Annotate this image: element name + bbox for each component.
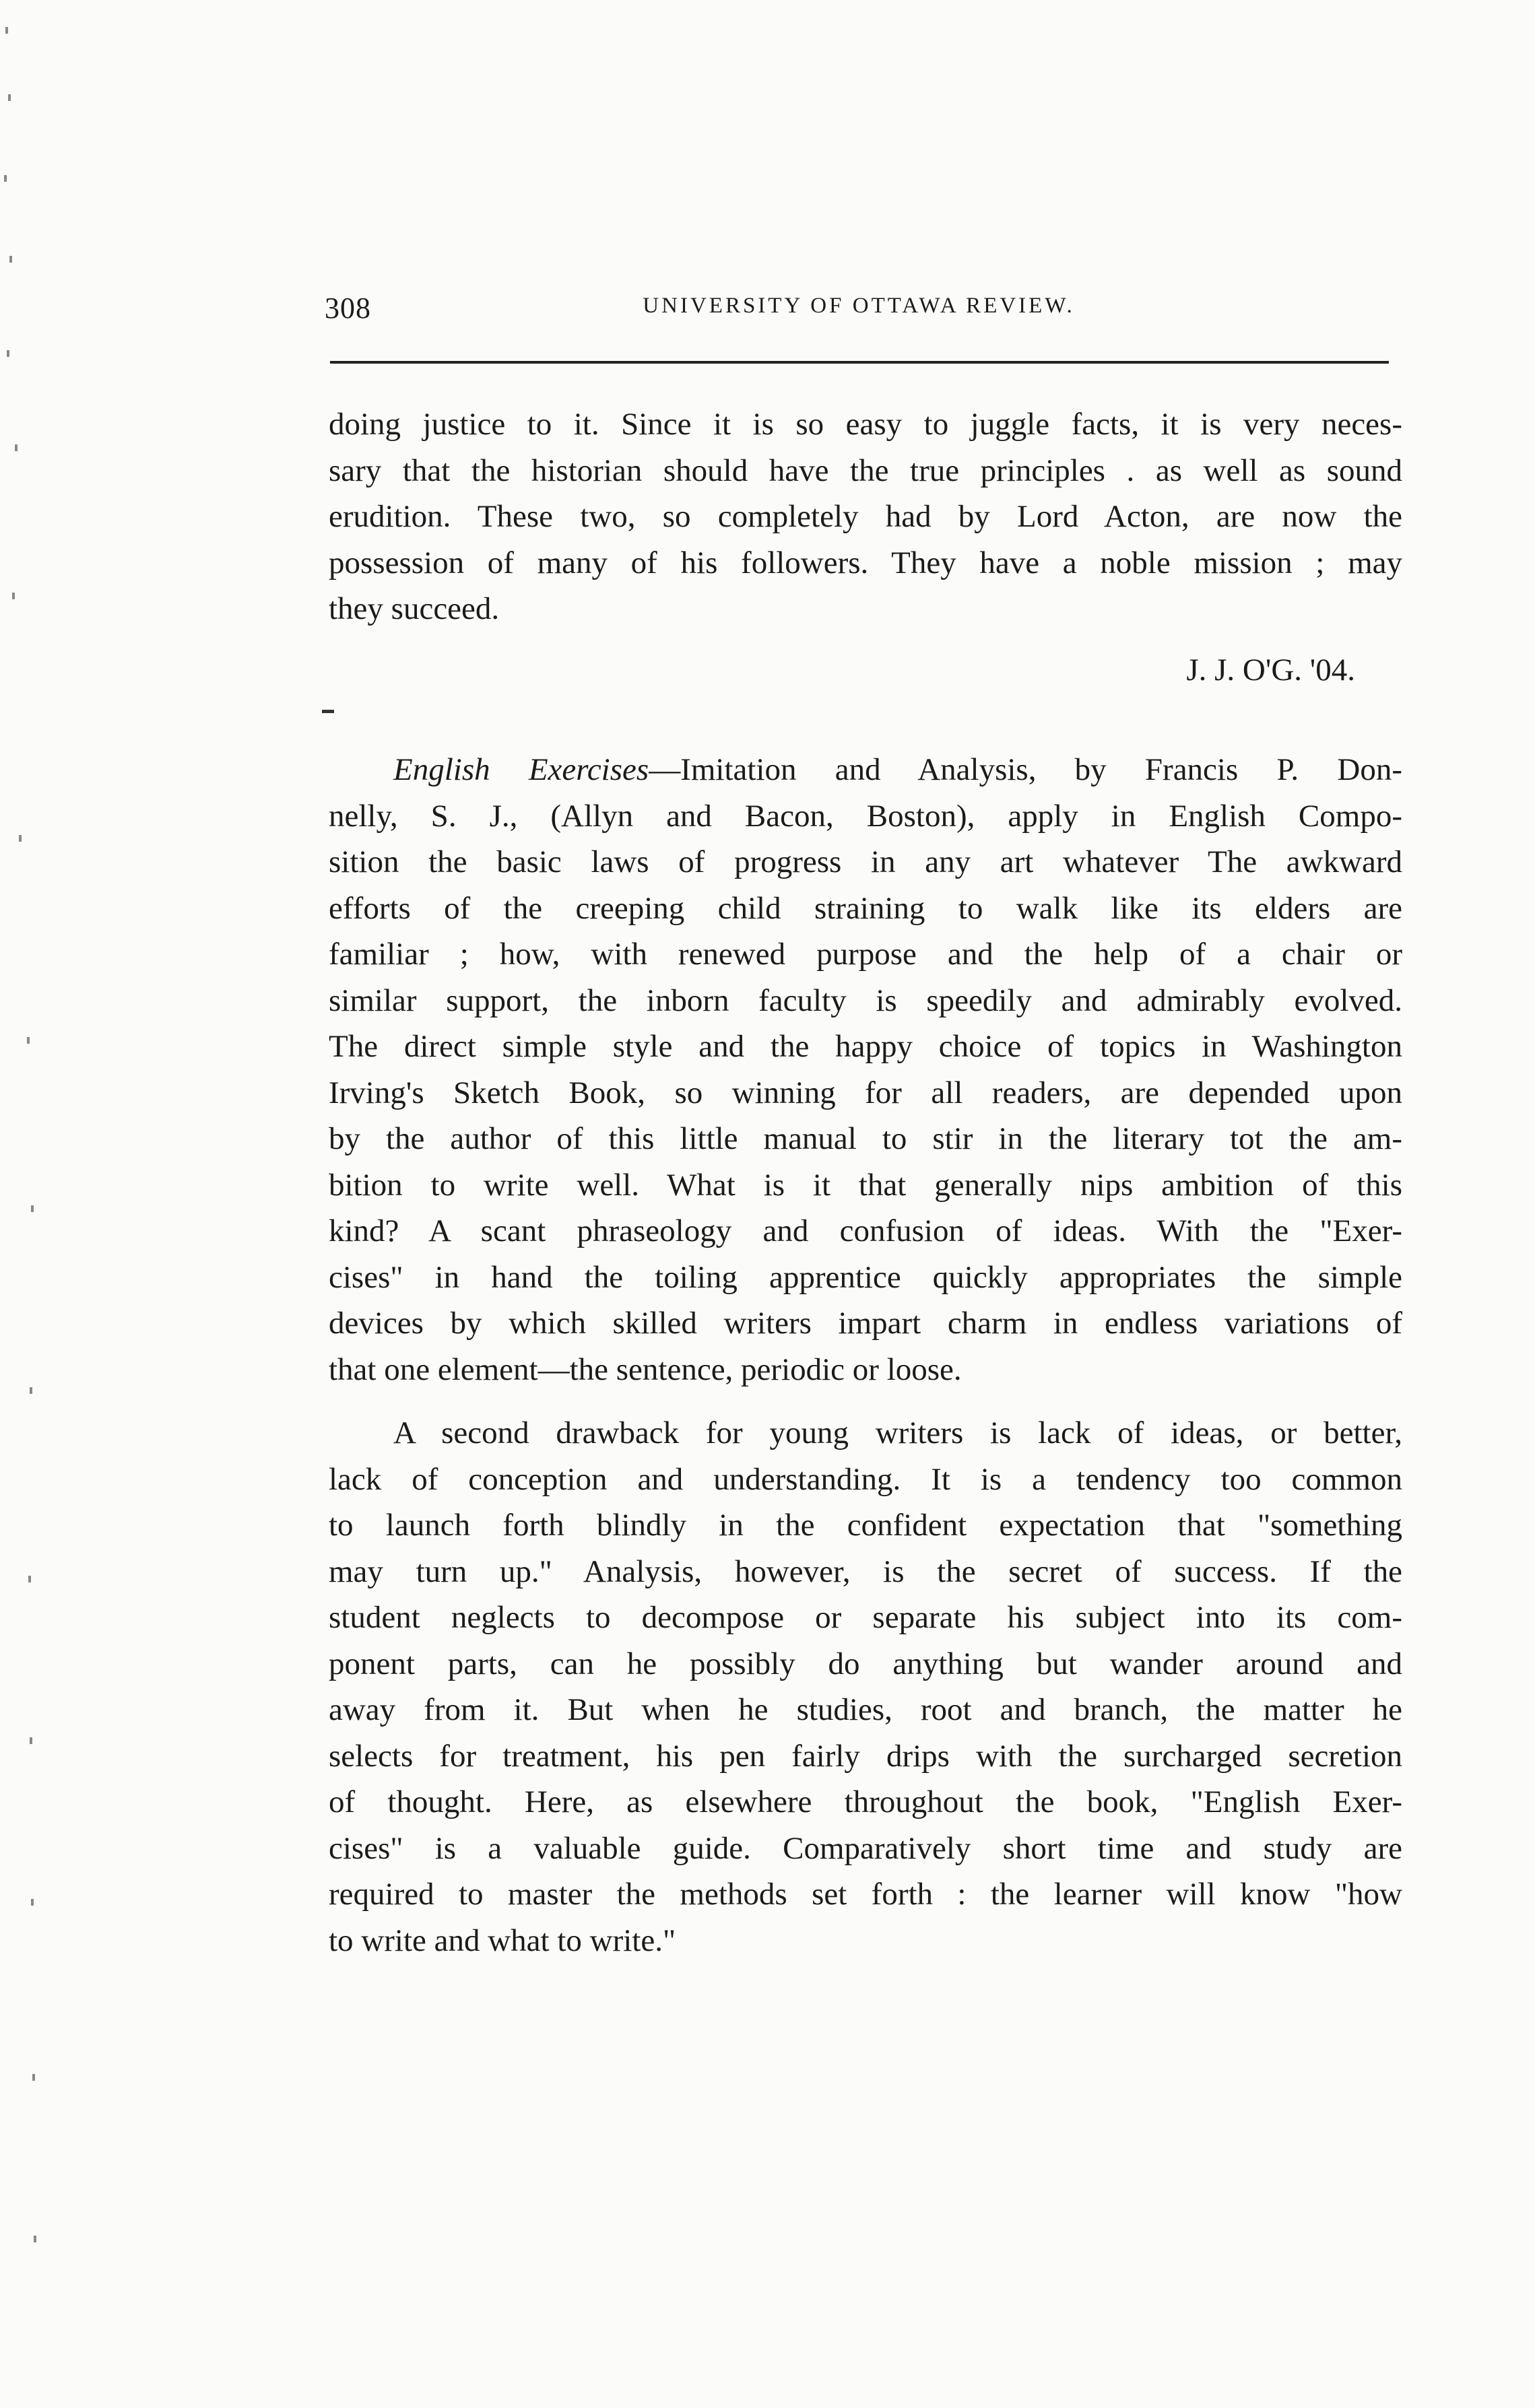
text-line: sition the basic laws of progress in any art whatever The awkward [329, 844, 1402, 879]
book-title: English Exercises [393, 752, 649, 787]
page-header [325, 291, 1393, 331]
text-line: to launch forth blindly in the confident expectation that "something [329, 1508, 1402, 1543]
text-line: A second drawback for young writers is lack of ideas, or better, [393, 1415, 1402, 1450]
paragraph-2 [329, 747, 1402, 1393]
speck [19, 835, 22, 842]
speck [8, 94, 11, 101]
paragraph-3 [329, 1410, 1402, 1964]
margin-specks [0, 0, 54, 2408]
speck [4, 175, 7, 182]
speck [34, 2236, 36, 2242]
text-line: possession of many of his followers. They have a noble mission ; may [329, 545, 1402, 580]
text-line: bition to write well. What is it that generally nips ambition of this [329, 1167, 1402, 1203]
paragraph-1 [329, 401, 1402, 632]
text-line: ponent parts, can he possibly do anything but wander around and [329, 1646, 1402, 1681]
text-line: selects for treatment, his pen fairly drips with the surcharged secretion [329, 1738, 1402, 1774]
speck [30, 1387, 32, 1394]
text-line: lack of conception and understanding. It is a tendency too common [329, 1461, 1402, 1497]
text-fragment: —Imitation and Analysis, by Francis P. Don- [649, 752, 1402, 787]
text-line: nelly, S. J., (Allyn and Bacon, Boston), apply in English Compo- [329, 798, 1402, 834]
text-line [329, 747, 1402, 793]
text-line: to write and what to write." [329, 1922, 676, 1958]
text-line: erudition. These two, so completely had by Lord Acton, are now the [329, 499, 1402, 534]
text-line: familiar ; how, with renewed purpose and the help of a chair or [329, 937, 1402, 972]
speck [5, 27, 8, 34]
speck [9, 256, 12, 263]
speck [12, 593, 15, 599]
header-rule [330, 361, 1389, 364]
speck [30, 1737, 32, 1744]
text-line: similar support, the inborn faculty is speedily and admirably evolved. [329, 982, 1402, 1018]
text-line: required to master the methods set forth : the learner will know "how [329, 1877, 1402, 1912]
text-line: that one element—the sentence, periodic or loose. [329, 1351, 962, 1387]
speck [27, 1037, 30, 1044]
text-line: Irving's Sketch Book, so winning for all readers, are depended upon [329, 1075, 1402, 1110]
text-line: sary that the historian should have the true principles . as well as sound [329, 453, 1402, 488]
text-line: doing justice to it. Since it is so easy to juggle facts, it is very neces- [329, 407, 1402, 442]
text-line: by the author of this little manual to stir in the literary tot the am- [329, 1121, 1402, 1156]
speck [15, 444, 18, 451]
speck [31, 1205, 34, 1212]
text-line: they succeed. [329, 591, 500, 626]
text-line: away from it. But when he studies, root and branch, the matter he [329, 1692, 1402, 1727]
speck [28, 1576, 31, 1582]
speck [31, 1899, 34, 1906]
text-line: cises" in hand the toiling apprentice quickly appropriates the simple [329, 1259, 1402, 1295]
speck [32, 2074, 35, 2081]
running-head: UNIVERSITY OF OTTAWA REVIEW. [643, 294, 1075, 318]
text-line: may turn up." Analysis, however, is the secret of success. If the [329, 1553, 1402, 1589]
text-line: of thought. Here, as elsewhere throughout the book, "English Exer- [329, 1784, 1402, 1819]
text-line: kind? A scant phraseology and confusion of ideas. With the "Exer- [329, 1213, 1402, 1248]
text-line: efforts of the creeping child straining to walk like its elders are [329, 890, 1402, 926]
text-line: student neglects to decompose or separate his subject into its com- [329, 1600, 1402, 1635]
text-line: cises" is a valuable guide. Comparatively short time and study are [329, 1830, 1402, 1866]
page-number: 308 [325, 292, 371, 325]
speck [7, 350, 9, 357]
text-line: devices by which skilled writers impart charm in endless variations of [329, 1306, 1402, 1341]
text-line: The direct simple style and the happy choice of topics in Washington [329, 1029, 1402, 1064]
author-signature: J. J. O'G. '04. [1186, 652, 1355, 688]
body-text [329, 401, 1402, 1964]
